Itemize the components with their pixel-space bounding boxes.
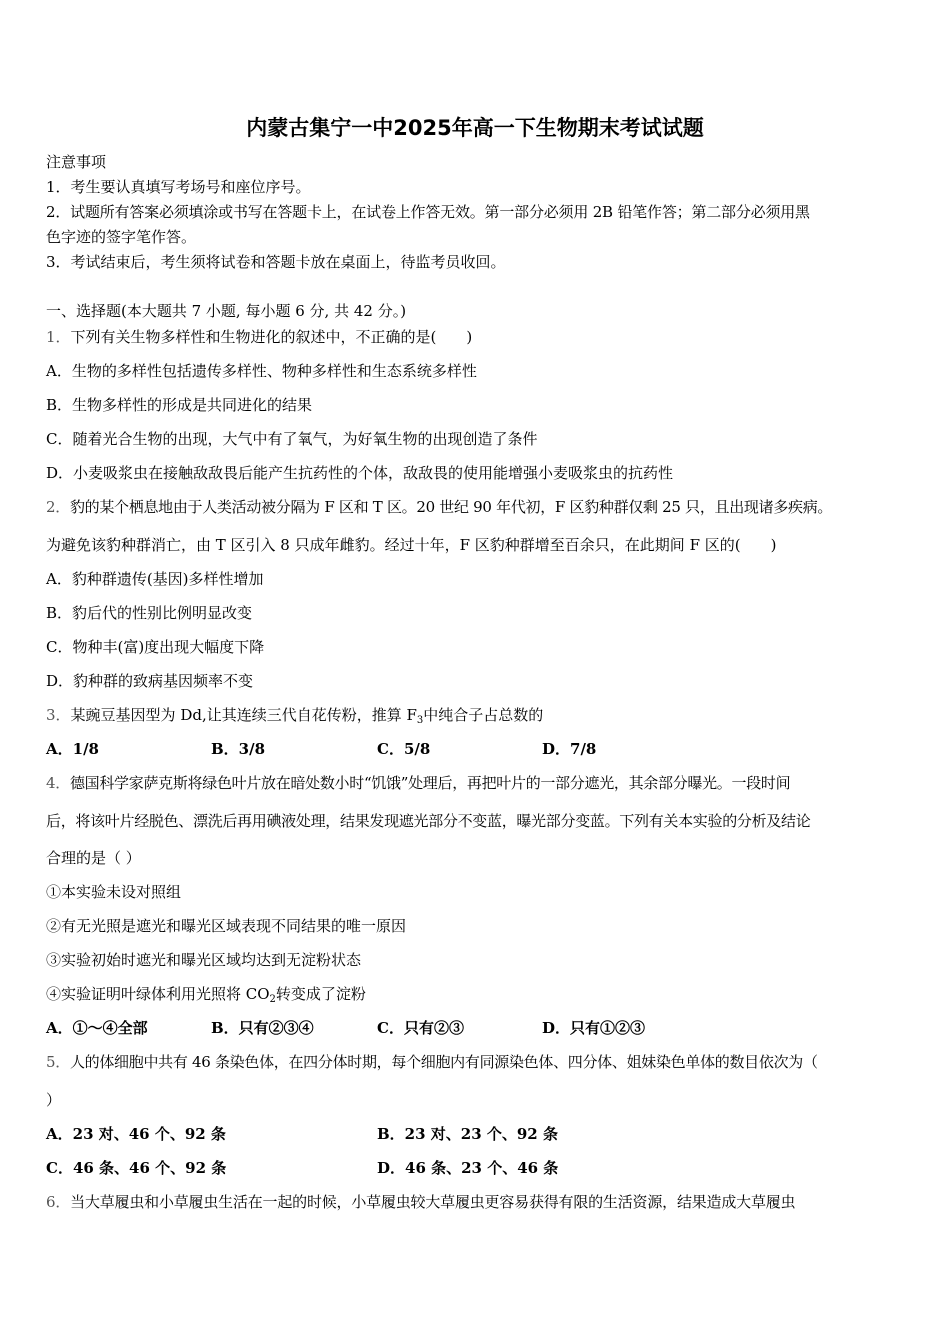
q4-option-b: B．只有②③④ [211,1019,314,1037]
question-2 [46,497,832,517]
notice-item-3: 3．考试结束后，考生须将试卷和答题卡放在桌面上，待监考员收回。 [46,253,506,271]
q1-option-a: A．生物的多样性包括遗传多样性、物种多样性和生态系统多样性 [46,362,477,380]
question-4 [46,773,790,793]
question-number: 3． [46,706,71,724]
question-3 [46,705,543,725]
q2-option-c: C．物种丰(富)度出现大幅度下降 [46,638,265,656]
q4-stem-line-2: 后，将该叶片经脱色、漂洗后再用碘液处理，结果发现遮光部分不变蓝，曝光部分变蓝。下列有关本实验的分析及结论 [46,812,811,830]
notice-item-1: 1．考生要认真填写考场号和座位序号。 [46,178,311,196]
statement-part: 转变成了淀粉 [275,985,366,1003]
q2-option-d: D．豹种群的致病基因频率不变 [46,672,254,690]
notice-item-2-cont: 色字迹的签字笔作答。 [46,228,197,246]
q3-option-d: D．7/8 [542,740,597,758]
q3-option-c: C．5/8 [377,740,431,758]
q4-statement-4 [46,984,366,1004]
notice-heading: 注意事项 [46,153,107,171]
question-stem-line-1: 豹的某个栖息地由于人类活动被分隔为 F 区和 T 区。20 世纪 90 年代初，F 区豹种群仅剩 25 只，且出现诸多疾病。 [69,498,833,516]
q5-option-d: D．46 条、23 个、46 条 [377,1159,559,1177]
q5-option-b: B．23 对、23 个、92 条 [377,1125,558,1143]
question-stem-line-1: 德国科学家萨克斯将绿色叶片放在暗处数小时“饥饿”处理后，再把叶片的一部分遮光，其余部分曝光。一段时间 [69,774,791,792]
question-stem-line-1: 当大草履虫和小草履虫生活在一起的时候，小草履虫较大草履虫更容易获得有限的生活资源，结果造成大草履虫 [70,1193,796,1211]
q1-option-c: C．随着光合生物的出现，大气中有了氧气，为好氧生物的出现创造了条件 [46,430,538,448]
q5-option-a: A．23 对、46 个、92 条 [46,1125,226,1143]
question-6 [46,1192,795,1212]
q4-statement-1: ①本实验未设对照组 [46,883,182,901]
q3-option-b: B．3/8 [211,740,266,758]
question-5 [46,1052,818,1072]
question-stem: 下列有关生物多样性和生物进化的叙述中，不正确的是( ) [70,328,473,346]
q5-stem-line-2: ） [46,1091,62,1109]
question-number: 1． [46,328,71,346]
statement-part: ④实验证明叶绿体利用光照将 CO [46,985,270,1003]
q4-option-a: A．①～④全部 [46,1019,148,1037]
question-stem-part: 某豌豆基因型为 Dd,让其连续三代自花传粉，推算 F [70,706,417,724]
q3-option-a: A．1/8 [46,740,99,758]
question-stem-part: 中纯合子占总数的 [423,706,544,724]
notice-item-2: 2．试题所有答案必须填涂或书写在答题卡上，在试卷上作答无效。第一部分必须用 2B 铅笔作答；第二部分必须用黑 [46,203,810,221]
q4-option-d: D．只有①②③ [542,1019,646,1037]
q4-stem-line-3: 合理的是（ ） [46,849,141,867]
q4-statement-3: ③实验初始时遮光和曝光区域均达到无淀粉状态 [46,951,362,969]
q2-stem-line-2: 为避免该豹种群消亡，由 T 区引入 8 只成年雌豹。经过十年，F 区豹种群增至百余只，在此期间 F 区的( ) [46,536,777,554]
q2-option-b: B．豹后代的性别比例明显改变 [46,604,253,622]
q2-option-a: A．豹种群遗传(基因)多样性增加 [46,570,264,588]
question-1 [46,327,472,347]
subscript: 2 [269,994,276,1005]
question-number: 5． [46,1053,70,1071]
question-stem-line-1: 人的体细胞中共有 46 条染色体，在四分体时期，每个细胞内有同源染色体、四分体、姐妹染色单体的数目依次为（ [69,1053,818,1071]
page-title: 内蒙古集宁一中2025年高一下生物期末考试试题 [246,116,704,140]
q1-option-b: B．生物多样性的形成是共同进化的结果 [46,396,313,414]
q5-option-c: C．46 条、46 个、92 条 [46,1159,227,1177]
q1-option-d: D．小麦吸浆虫在接触敌敌畏后能产生抗药性的个体，敌敌畏的使用能增强小麦吸浆虫的抗药性 [46,464,674,482]
question-number: 4． [46,774,70,792]
question-number: 2． [46,498,70,516]
q4-option-c: C．只有②③ [377,1019,464,1037]
q4-statement-2: ②有无光照是遮光和曝光区域表现不同结果的唯一原因 [46,917,407,935]
subscript: 3 [416,715,424,726]
section-heading: 一、选择题(本大题共 7 小题, 每小题 6 分, 共 42 分。) [46,302,407,320]
question-number: 6． [46,1193,71,1211]
